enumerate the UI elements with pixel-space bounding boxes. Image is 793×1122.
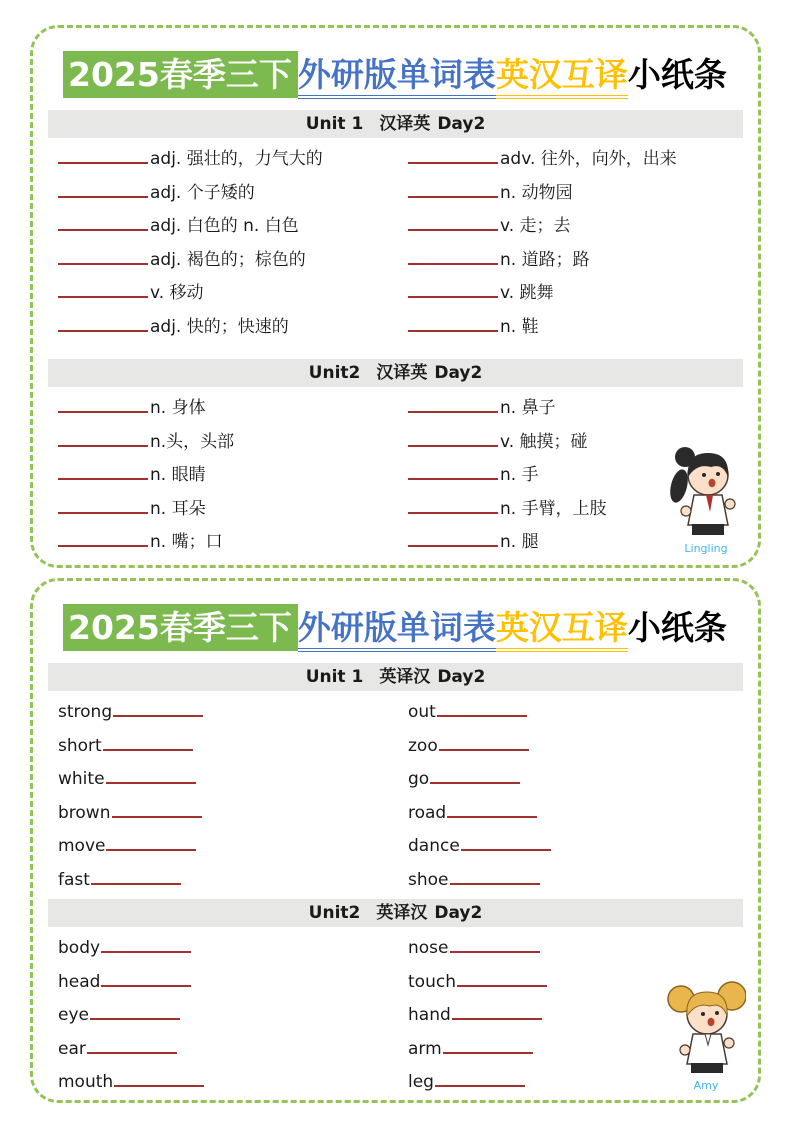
answer-blank — [91, 865, 181, 885]
vocab-row — [58, 966, 408, 1000]
title-part-booklist: 外研版单词表 — [298, 608, 496, 652]
answer-blank — [408, 527, 498, 547]
vocab-row — [58, 1066, 408, 1100]
answer-blank — [408, 144, 498, 164]
answer-blank — [58, 245, 148, 265]
answer-blank — [101, 933, 191, 953]
definition-text: n. 腿 — [500, 532, 539, 553]
vocab-row — [58, 459, 408, 493]
section-header-unit2-en — [48, 899, 743, 927]
definition-text: adv. 往外，向外，出来 — [500, 149, 677, 170]
answer-blank — [87, 1034, 177, 1054]
section-day-label: Day2 — [434, 363, 483, 384]
vocab-row — [408, 763, 758, 797]
answer-blank — [447, 798, 537, 818]
definition-text: n. 手臂，上肢 — [500, 498, 607, 519]
section-header-unit1-en — [48, 663, 743, 691]
word-text: out — [408, 702, 436, 723]
answer-blank — [90, 1000, 180, 1020]
answer-blank — [408, 393, 498, 413]
answer-blank — [58, 178, 148, 198]
answer-blank — [430, 764, 520, 784]
answer-blank — [408, 211, 498, 231]
word-text: short — [58, 735, 102, 756]
word-text: leg — [408, 1072, 434, 1093]
answer-blank — [457, 967, 547, 987]
answer-blank — [114, 1067, 204, 1087]
word-text: head — [58, 971, 101, 992]
word-text: arm — [408, 1038, 442, 1059]
unit1-cn-right-column — [408, 143, 758, 344]
definition-text: adj. 个子矮的 — [150, 182, 255, 203]
section-day-label: Day2 — [437, 667, 486, 688]
vocab-row — [408, 210, 758, 244]
section-mode-label: 汉译英 — [379, 114, 431, 135]
definition-text: n. 鞋 — [500, 316, 539, 337]
vocab-row — [58, 426, 408, 460]
section-day-label: Day2 — [434, 903, 483, 924]
unit1-en-left-column — [58, 696, 408, 897]
title-part-translate: 英汉互译 — [496, 55, 628, 99]
definition-text: v. 移动 — [150, 283, 204, 304]
title-part-note: 小纸条 — [627, 55, 727, 94]
word-text: shoe — [408, 869, 449, 890]
section-mode-label: 英译汉 — [376, 903, 428, 924]
answer-blank — [58, 393, 148, 413]
word-text: zoo — [408, 735, 438, 756]
answer-blank — [112, 798, 202, 818]
definition-text: n. 鼻子 — [500, 398, 556, 419]
word-text: white — [58, 769, 105, 790]
answer-blank — [58, 427, 148, 447]
answer-blank — [408, 278, 498, 298]
worksheet-card-en-to-cn — [30, 578, 761, 1103]
word-text: hand — [408, 1005, 451, 1026]
answer-blank — [58, 211, 148, 231]
answer-blank — [106, 764, 196, 784]
vocab-row — [408, 830, 758, 864]
answer-blank — [435, 1067, 525, 1087]
vocab-row — [58, 932, 408, 966]
section-header-unit2-cn — [48, 359, 743, 387]
vocab-row — [58, 311, 408, 345]
mascot-lingling — [660, 444, 752, 555]
definition-text: n. 嘴；口 — [150, 532, 223, 553]
mascot-amy — [660, 981, 752, 1092]
definition-text: n. 道路；路 — [500, 249, 590, 270]
word-text: touch — [408, 971, 456, 992]
section-mode-label: 英译汉 — [379, 667, 431, 688]
definition-text: n. 眼睛 — [150, 465, 206, 486]
definition-text: n. 耳朵 — [150, 498, 206, 519]
answer-blank — [103, 731, 193, 751]
word-text: nose — [408, 938, 449, 959]
vocab-row — [408, 392, 758, 426]
word-text: move — [58, 836, 106, 857]
word-text: mouth — [58, 1072, 114, 1093]
vocab-row — [58, 177, 408, 211]
answer-blank — [408, 460, 498, 480]
answer-blank — [408, 494, 498, 514]
word-text: eye — [58, 1005, 89, 1026]
vocab-row — [58, 999, 408, 1033]
answer-blank — [461, 831, 551, 851]
unit1-cn-left-column — [58, 143, 408, 344]
vocab-row — [58, 210, 408, 244]
definition-text: adj. 褐色的；棕色的 — [150, 249, 306, 270]
answer-blank — [101, 967, 191, 987]
unit1-en-rows — [33, 691, 758, 897]
vocab-row — [408, 177, 758, 211]
title-part-term: 2025春季三下 — [63, 604, 298, 651]
answer-blank — [408, 312, 498, 332]
definition-text: adj. 白色的 n. 白色 — [150, 216, 299, 237]
vocab-row — [408, 864, 758, 898]
answer-blank — [450, 865, 540, 885]
answer-blank — [58, 460, 148, 480]
mascot-name-label: Lingling — [684, 542, 728, 555]
answer-blank — [58, 144, 148, 164]
word-text: go — [408, 769, 430, 790]
word-text: body — [58, 938, 101, 959]
vocab-row — [58, 730, 408, 764]
definition-text: adj. 快的；快速的 — [150, 316, 289, 337]
vocab-row — [58, 797, 408, 831]
worksheet-title — [63, 607, 758, 648]
section-day-label: Day2 — [437, 114, 486, 135]
answer-blank — [58, 278, 148, 298]
answer-blank — [58, 312, 148, 332]
unit2-cn-left-column — [58, 392, 408, 560]
vocab-row — [408, 730, 758, 764]
section-mode-label: 汉译英 — [376, 363, 428, 384]
title-part-note: 小纸条 — [627, 608, 727, 647]
vocab-row — [408, 797, 758, 831]
vocab-row — [58, 392, 408, 426]
definition-text: v. 走；去 — [500, 216, 571, 237]
section-header-unit1-cn — [48, 110, 743, 138]
vocab-row — [408, 244, 758, 278]
answer-blank — [58, 494, 148, 514]
unit2-en-left-column — [58, 932, 408, 1100]
definition-text: v. 触摸；碰 — [500, 431, 588, 452]
vocab-row — [58, 864, 408, 898]
answer-blank — [450, 933, 540, 953]
mascot-name-label: Amy — [693, 1079, 719, 1092]
answer-blank — [113, 697, 203, 717]
vocab-row — [408, 932, 758, 966]
definition-text: n. 手 — [500, 465, 539, 486]
vocab-row — [58, 493, 408, 527]
section-unit-label: Unit 1 — [305, 667, 364, 688]
unit1-en-right-column — [408, 696, 758, 897]
word-text: strong — [58, 702, 113, 723]
worksheet-title — [63, 54, 758, 95]
vocab-row — [408, 143, 758, 177]
answer-blank — [408, 427, 498, 447]
vocab-row — [58, 244, 408, 278]
answer-blank — [408, 245, 498, 265]
amy-character-illustration — [666, 981, 746, 1077]
vocab-row — [58, 526, 408, 560]
section-unit-label: Unit2 — [308, 363, 361, 384]
vocab-row — [58, 277, 408, 311]
unit2-en-rows — [33, 927, 758, 1100]
section-unit-label: Unit 1 — [305, 114, 364, 135]
title-part-booklist: 外研版单词表 — [298, 55, 496, 99]
definition-text: n. 动物园 — [500, 182, 573, 203]
definition-text: n.头，头部 — [150, 431, 235, 452]
definition-text: v. 跳舞 — [500, 283, 554, 304]
vocab-row — [58, 143, 408, 177]
vocab-row — [408, 277, 758, 311]
lingling-character-illustration — [666, 444, 746, 540]
title-part-term: 2025春季三下 — [63, 51, 298, 98]
unit1-cn-rows — [33, 138, 758, 344]
vocab-row — [58, 1033, 408, 1067]
answer-blank — [443, 1034, 533, 1054]
title-part-translate: 英汉互译 — [496, 608, 628, 652]
word-text: fast — [58, 869, 90, 890]
vocab-row — [408, 311, 758, 345]
unit2-cn-rows — [33, 387, 758, 560]
section-unit-label: Unit2 — [308, 903, 361, 924]
answer-blank — [58, 527, 148, 547]
word-text: brown — [58, 802, 111, 823]
vocab-row — [58, 763, 408, 797]
answer-blank — [439, 731, 529, 751]
answer-blank — [106, 831, 196, 851]
definition-text: adj. 强壮的，力气大的 — [150, 149, 323, 170]
vocab-row — [408, 696, 758, 730]
answer-blank — [452, 1000, 542, 1020]
answer-blank — [408, 178, 498, 198]
worksheet-card-cn-to-en — [30, 25, 761, 568]
word-text: ear — [58, 1038, 86, 1059]
vocab-row — [58, 696, 408, 730]
word-text: road — [408, 802, 447, 823]
answer-blank — [437, 697, 527, 717]
vocab-row — [58, 830, 408, 864]
definition-text: n. 身体 — [150, 398, 206, 419]
word-text: dance — [408, 836, 460, 857]
